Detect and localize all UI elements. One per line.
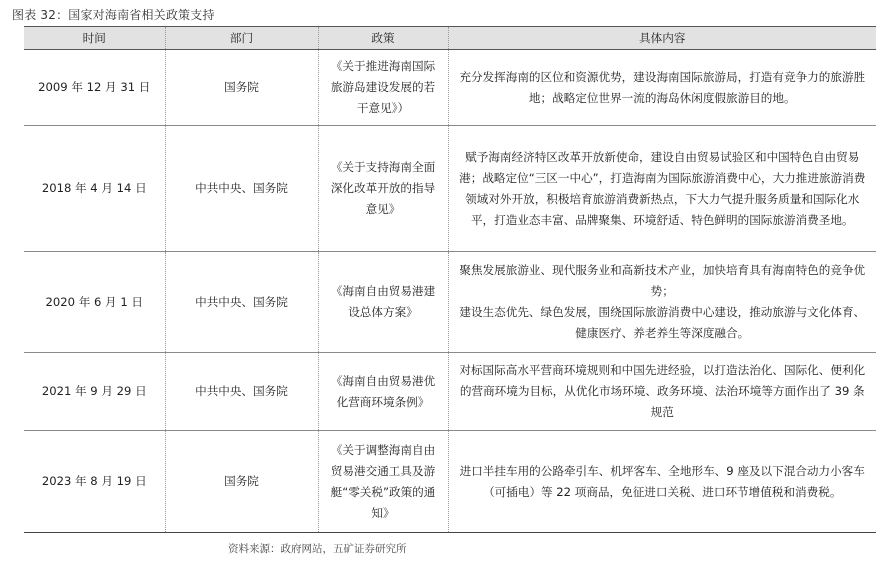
time-cell: 2021 年 9 月 29 日 — [24, 353, 165, 431]
table-row — [24, 353, 876, 431]
department-cell: 中共中央、国务院 — [165, 252, 318, 353]
content-cell — [448, 50, 876, 126]
column-header-time: 时间 — [24, 27, 165, 50]
content-paragraph: 建设生态优先、绿色发展，围绕国际旅游消费中心建设，推动旅游与文化体育、健康医疗、养老养生等深度融合。 — [459, 305, 866, 340]
time-cell: 2020 年 6 月 1 日 — [24, 252, 165, 353]
department-cell: 中共中央、国务院 — [165, 126, 318, 252]
department-cell: 国务院 — [165, 50, 318, 126]
policy-cell: 《海南自由贸易港优化营商环境条例》 — [318, 353, 448, 431]
content-paragraph: 充分发挥海南的区位和资源优势，建设海南国际旅游局，打造有竞争力的旅游胜地；战略定位世界一流的海岛休闲度假旅游目的地。 — [459, 69, 866, 105]
time-cell: 2009 年 12 月 31 日 — [24, 50, 165, 126]
content-cell — [448, 431, 876, 533]
table-row — [24, 126, 876, 252]
policy-cell: 《关于支持海南全面深化改革开放的指导意见》 — [318, 126, 448, 252]
table-row — [24, 252, 876, 353]
content-paragraph: 进口半挂车用的公路牵引车、机坪客车、全地形车、9 座及以下混合动力小客车（可插电）等 22 项商品，免征进口关税、进口环节增值税和消费税。 — [459, 463, 865, 499]
table-row — [24, 431, 876, 533]
policy-cell: 《关于推进海南国际旅游岛建设发展的若干意见》） — [318, 50, 448, 126]
policy-cell: 《关于调整海南自由贸易港交通工具及游艇“零关税”政策的通知》 — [318, 431, 448, 533]
content-paragraph: 赋予海南经济特区改革开放新使命，建设自由贸易试验区和中国特色自由贸易港；战略定位“三区一中心”，打造海南为国际旅游消费中心，大力推进旅游消费领域对外开放，积极培育旅游消费新热点，下大力气提升服务质量和国际化水平，打造业态丰富、品牌聚集、环境舒适、特色鲜明的国际旅游消费圣地。 — [459, 149, 866, 227]
content-cell — [448, 252, 876, 353]
department-cell: 中共中央、国务院 — [165, 353, 318, 431]
content-paragraph: 聚焦发展旅游业、现代服务业和高新技术产业，加快培育具有海南特色的竞争优势； — [459, 263, 866, 298]
column-header-policy: 政策 — [318, 27, 448, 50]
policy-table — [24, 26, 876, 533]
source-note: 资料来源：政府网站，五矿证券研究所 — [228, 543, 407, 555]
column-header-content: 具体内容 — [448, 27, 876, 50]
time-cell: 2018 年 4 月 14 日 — [24, 126, 165, 252]
content-paragraph: 对标国际高水平营商环境规则和中国先进经验，以打造法治化、国际化、便利化的营商环境为目标，从优化市场环境、政务环境、法治环境等方面作出了 39 条规范 — [459, 363, 866, 419]
time-cell: 2023 年 8 月 19 日 — [24, 431, 165, 533]
table-caption: 图表 32：国家对海南省相关政策支持 — [12, 8, 215, 22]
table-row — [24, 50, 876, 126]
header-row — [24, 27, 876, 50]
department-cell: 国务院 — [165, 431, 318, 533]
content-cell — [448, 126, 876, 252]
column-header-department: 部门 — [165, 27, 318, 50]
policy-cell: 《海南自由贸易港建设总体方案》 — [318, 252, 448, 353]
content-cell — [448, 353, 876, 431]
